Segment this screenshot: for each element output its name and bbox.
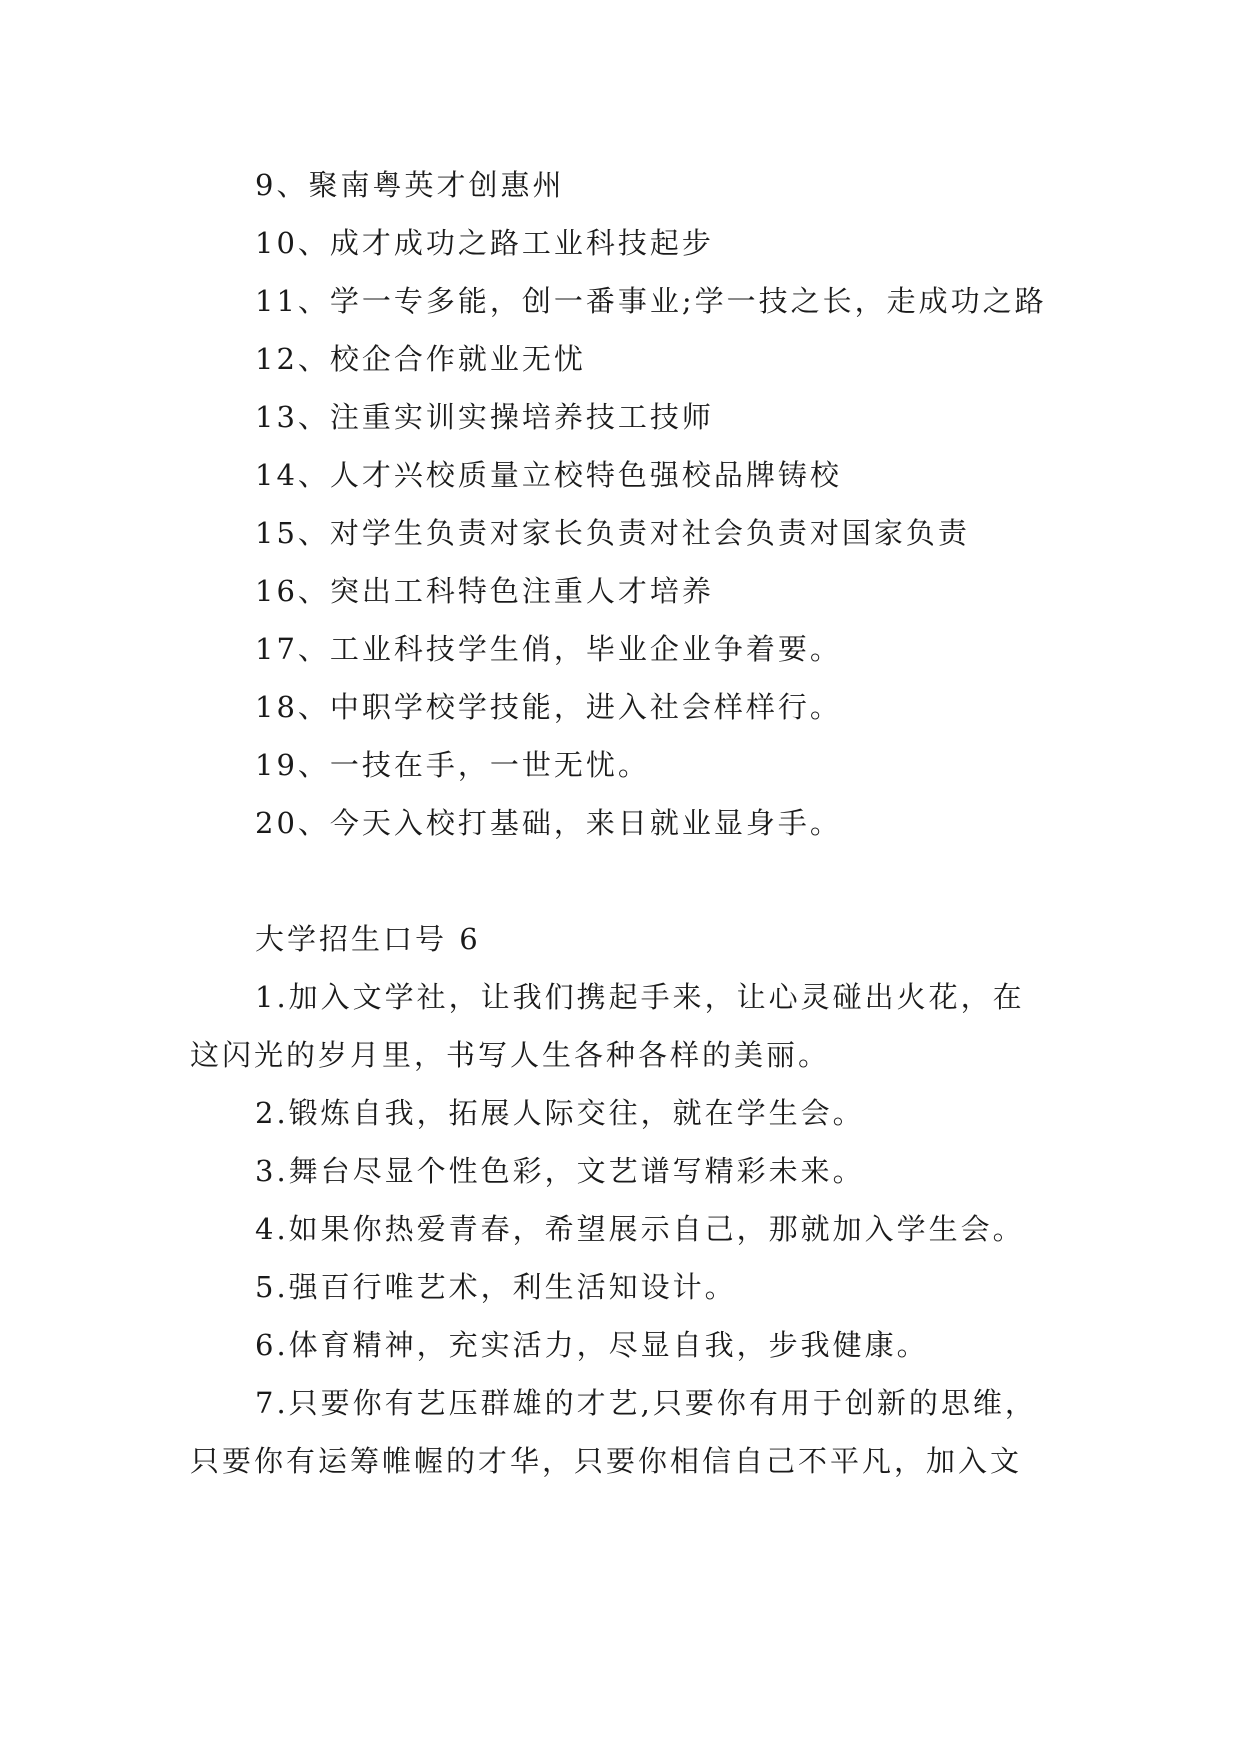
section-item-7: 7.只要你有艺压群雄的才艺,只要你有用于创新的思维，只要你有运筹帷幄的才华，只要你相信自己不平凡，加入文 xyxy=(190,1386,1037,1478)
section-item-6: 6.体育精神，充实活力，尽显自我，步我健康。 xyxy=(255,1328,929,1362)
slogan-item-14: 14、人才兴校质量立校特色强校品牌铸校 xyxy=(255,458,842,492)
section-item-3: 3.舞台尽显个性色彩，文艺谱写精彩未来。 xyxy=(255,1154,865,1188)
section-item-5: 5.强百行唯艺术，利生活知设计。 xyxy=(255,1270,737,1304)
slogan-item-15: 15、对学生负责对家长负责对社会负责对国家负责 xyxy=(255,516,970,550)
section-item-1: 1.加入文学社，让我们携起手来，让心灵碰出火花，在这闪光的岁月里，书写人生各种各样的美丽。 xyxy=(190,980,1025,1072)
slogan-item-10: 10、成才成功之路工业科技起步 xyxy=(255,226,714,260)
section-item-2: 2.锻炼自我，拓展人际交往，就在学生会。 xyxy=(255,1096,865,1130)
slogan-item-13: 13、注重实训实操培养技工技师 xyxy=(255,400,714,434)
slogan-item-19: 19、一技在手，一世无忧。 xyxy=(255,748,650,782)
document-body xyxy=(190,156,1050,1490)
slogan-item-16: 16、突出工科特色注重人才培养 xyxy=(255,574,714,608)
section-heading: 大学招生口号 6 xyxy=(255,922,481,956)
slogan-item-18: 18、中职学校学技能，进入社会样样行。 xyxy=(255,690,842,724)
slogan-item-11: 11、学一专多能，创一番事业;学一技之长，走成功之路 xyxy=(255,284,1047,318)
section-item-4: 4.如果你热爱青春，希望展示自己，那就加入学生会。 xyxy=(255,1212,1025,1246)
slogan-item-17: 17、工业科技学生俏，毕业企业争着要。 xyxy=(255,632,842,666)
section-spacer xyxy=(190,852,1050,910)
slogan-item-12: 12、校企合作就业无忧 xyxy=(255,342,586,376)
slogan-item-9: 9、聚南粤英才创惠州 xyxy=(255,168,565,202)
slogan-item-20: 20、今天入校打基础，来日就业显身手。 xyxy=(255,806,842,840)
